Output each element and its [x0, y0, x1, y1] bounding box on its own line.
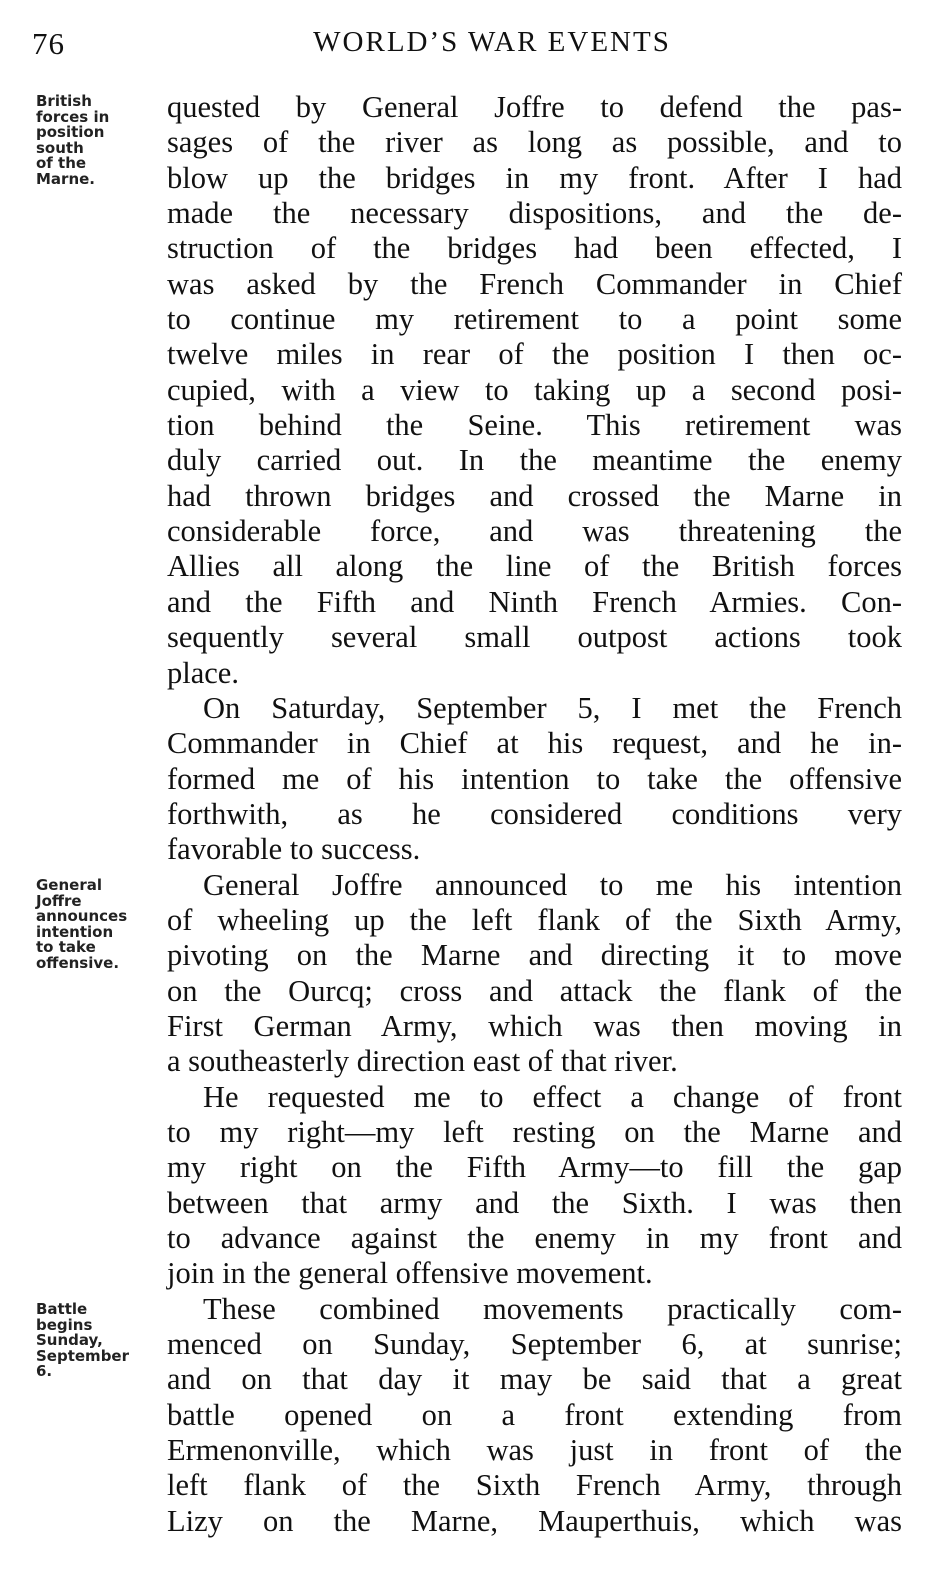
margin-note-line: of the — [36, 154, 87, 172]
text-line: and on that day it may be said that a great — [167, 1362, 902, 1397]
page-number: 76 — [32, 26, 65, 61]
text-line: pivoting on the Marne and directing it to move — [167, 938, 902, 973]
margin-note-line: General — [36, 876, 102, 894]
text-line: to continue my retirement to a point some — [167, 302, 902, 337]
text-line: of wheeling up the left flank of the Sixth Army, — [167, 902, 902, 937]
text-line: twelve miles in rear of the position I then oc- — [167, 337, 902, 372]
text-line: He requested me to effect a change of front — [203, 1079, 902, 1114]
margin-note-line: Sunday, — [36, 1331, 103, 1349]
margin-note-line: offensive. — [36, 953, 120, 972]
text-line: considerable force, and was threatening the — [167, 514, 902, 549]
text-line: to advance against the enemy in my front and — [167, 1221, 902, 1255]
margin-note-british-forces — [36, 94, 166, 187]
text-line: and the Fifth and Ninth French Armies. Con- — [167, 584, 902, 619]
text-line: cupied, with a view to taking up a second posi- — [167, 372, 902, 407]
text-line: quested by General Joffre to defend the pas- — [167, 90, 902, 124]
text-line: a southeasterly direction east of that river. — [167, 1044, 678, 1079]
margin-note-joffre-offensive — [36, 878, 166, 971]
text-line: tion behind the Seine. This retirement was — [167, 408, 902, 443]
margin-note-line: position — [36, 123, 105, 141]
text-line: General Joffre announced to me his intention — [203, 867, 902, 902]
margin-note-line: British — [36, 92, 92, 110]
margin-note-battle-begins — [36, 1302, 166, 1380]
text-line: had thrown bridges and crossed the Marne in — [167, 478, 902, 513]
text-line: Ermenonville, which was just in front of the — [167, 1433, 902, 1468]
text-line: made the necessary dispositions, and the de- — [167, 196, 902, 231]
margin-note-line: Joffre — [36, 891, 82, 910]
text-line: Commander in Chief at his request, and he in- — [167, 726, 902, 761]
text-line: left flank of the Sixth French Army, through — [167, 1468, 902, 1503]
page-header — [32, 22, 912, 68]
text-line: was asked by the French Commander in Chief — [167, 266, 902, 301]
margin-note-line: 6. — [36, 1362, 53, 1380]
margin-note-line: south — [36, 138, 84, 157]
text-line: struction of the bridges had been effected, I — [167, 231, 902, 266]
text-line: to my right—my left resting on the Marne and — [167, 1114, 902, 1149]
text-line: place. — [167, 655, 239, 690]
text-line: blow up the bridges in my front. After I had — [167, 160, 902, 195]
text-line: sages of the river as long as possible, and to — [167, 125, 902, 160]
text-line: forthwith, as he considered conditions very — [167, 796, 902, 831]
text-line: sequently several small outpost actions took — [167, 620, 902, 655]
text-line: battle opened on a front extending from — [167, 1397, 902, 1432]
margin-note-line: intention — [36, 922, 114, 941]
text-line: These combined movements practically com- — [203, 1291, 902, 1326]
text-line: on the Ourcq; cross and attack the flank of the — [167, 973, 902, 1008]
text-line: between that army and the Sixth. I was then — [167, 1185, 902, 1220]
text-line: On Saturday, September 5, I met the French — [203, 690, 902, 725]
text-line: join in the general offensive movement. — [167, 1256, 653, 1291]
margin-note-line: announces — [36, 907, 128, 925]
margin-note-line: Battle — [36, 1300, 88, 1318]
text-line: formed me of his intention to take the offensive — [167, 761, 902, 796]
text-line: menced on Sunday, September 6, at sunrise; — [167, 1327, 902, 1362]
text-line: duly carried out. In the meantime the enemy — [167, 443, 902, 478]
body-text — [167, 90, 902, 1539]
text-line: my right on the Fifth Army—to fill the gap — [167, 1150, 902, 1185]
text-line: Lizy on the Marne, Mauperthuis, which was — [167, 1503, 902, 1538]
margin-note-line: to take — [36, 938, 96, 956]
running-title: WORLD’S WAR EVENTS — [313, 26, 671, 58]
margin-note-line: September — [36, 1346, 129, 1365]
text-line: First German Army, which was then moving in — [167, 1008, 902, 1043]
margin-note-line: Marne. — [36, 169, 95, 188]
text-line: favorable to success. — [167, 832, 421, 867]
margin-note-line: forces in — [36, 107, 110, 126]
text-line: Allies all along the line of the British forces — [167, 549, 902, 584]
margin-note-line: begins — [36, 1315, 93, 1334]
